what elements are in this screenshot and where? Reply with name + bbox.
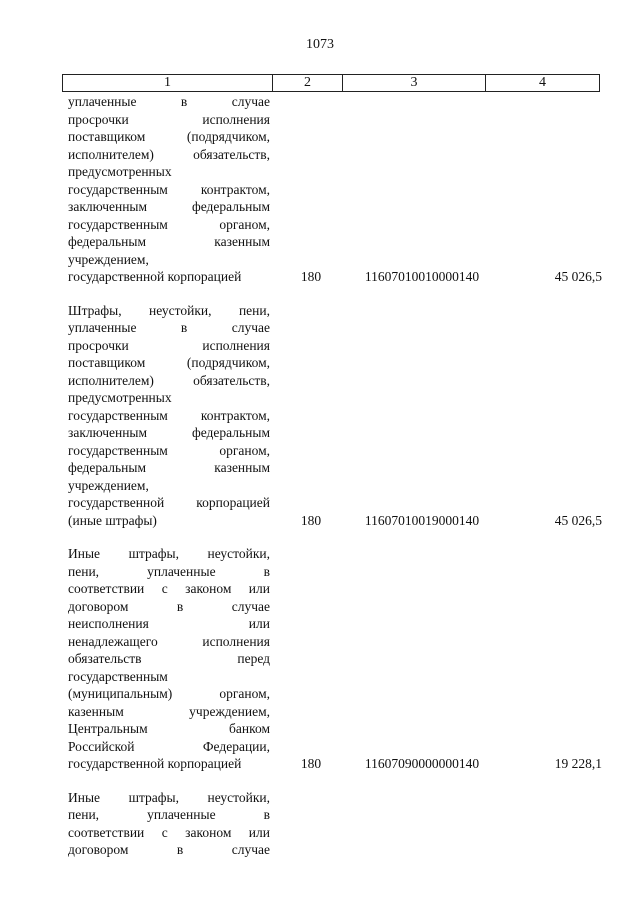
header-col-1: 1 bbox=[63, 75, 273, 91]
amount-cell: 45 026,5 bbox=[554, 512, 602, 528]
description-line: пени, уплаченные в bbox=[68, 563, 270, 579]
amount-cell: 19 228,1 bbox=[554, 756, 602, 771]
amount-cell: 45 026,5 bbox=[554, 269, 602, 284]
description-line: ненадлежащего исполнения bbox=[68, 633, 270, 649]
description-line: исполнителем) обязательств, bbox=[68, 372, 270, 388]
description-line: Центральным банком bbox=[68, 721, 270, 736]
row-description bbox=[68, 789, 270, 859]
description-line: поставщиком (подрядчиком, bbox=[68, 355, 270, 370]
header-col-2: 2 bbox=[273, 75, 343, 91]
description-line: соответствии с законом или bbox=[68, 824, 270, 840]
description-line: (муниципальным) органом, bbox=[68, 686, 270, 701]
description-line: договором в случае bbox=[68, 598, 270, 614]
description-line: Иные штрафы, неустойки, bbox=[68, 546, 270, 561]
admin-code-cell: 180 bbox=[300, 269, 322, 284]
table-row bbox=[68, 93, 602, 286]
kbk-code-cell: 11607010010000140 bbox=[364, 269, 480, 284]
row-description bbox=[68, 545, 270, 773]
description-line: исполнителем) обязательств, bbox=[68, 146, 270, 162]
row-description bbox=[68, 93, 270, 286]
description-line: (иные штрафы) bbox=[68, 512, 157, 528]
description-line: поставщиком (подрядчиком, bbox=[68, 129, 270, 144]
description-line: просрочки исполнения bbox=[68, 337, 270, 353]
description-line: уплаченные в случае bbox=[68, 94, 270, 109]
table-row bbox=[68, 545, 602, 773]
row-description bbox=[68, 302, 270, 530]
description-line: государственным органом, bbox=[68, 442, 270, 458]
description-line: заключенным федеральным bbox=[68, 199, 270, 214]
table-body bbox=[68, 93, 602, 859]
description-line: заключенным федеральным bbox=[68, 425, 270, 440]
description-line: государственным bbox=[68, 668, 168, 684]
description-line: предусмотренных bbox=[68, 390, 172, 405]
description-line: предусмотренных bbox=[68, 164, 172, 179]
description-line: государственной корпорацией bbox=[68, 269, 242, 284]
description-line: учреждением, bbox=[68, 477, 149, 493]
description-line: Иные штрафы, неустойки, bbox=[68, 789, 270, 805]
description-line: пени, уплаченные в bbox=[68, 807, 270, 822]
description-line: государственным органом, bbox=[68, 216, 270, 232]
header-col-3: 3 bbox=[343, 75, 486, 91]
kbk-code-cell: 11607090000000140 bbox=[364, 756, 480, 771]
description-line: неисполнения или bbox=[68, 616, 270, 631]
description-line: Российской Федерации, bbox=[68, 738, 270, 754]
description-line: государственным контрактом, bbox=[68, 407, 270, 423]
admin-code-cell: 180 bbox=[300, 512, 322, 528]
description-line: Штрафы, неустойки, пени, bbox=[68, 302, 270, 318]
description-line: обязательств перед bbox=[68, 651, 270, 666]
description-line: просрочки исполнения bbox=[68, 111, 270, 127]
description-line: соответствии с законом или bbox=[68, 581, 270, 596]
header-col-4: 4 bbox=[539, 75, 546, 90]
description-line: государственной корпорацией bbox=[68, 756, 242, 771]
description-line: уплаченные в случае bbox=[68, 320, 270, 335]
description-line: учреждением, bbox=[68, 251, 149, 267]
table-header bbox=[62, 74, 600, 92]
description-line: государственной корпорацией bbox=[68, 495, 270, 510]
admin-code-cell: 180 bbox=[300, 756, 322, 771]
description-line: федеральным казенным bbox=[68, 234, 270, 249]
description-line: казенным учреждением, bbox=[68, 703, 270, 719]
page-number: 1073 bbox=[306, 37, 334, 52]
table-row bbox=[68, 302, 602, 530]
description-line: договором в случае bbox=[68, 842, 270, 857]
table-row bbox=[68, 789, 602, 859]
kbk-code-cell: 11607010019000140 bbox=[364, 512, 480, 528]
description-line: федеральным казенным bbox=[68, 460, 270, 475]
description-line: государственным контрактом, bbox=[68, 181, 270, 197]
